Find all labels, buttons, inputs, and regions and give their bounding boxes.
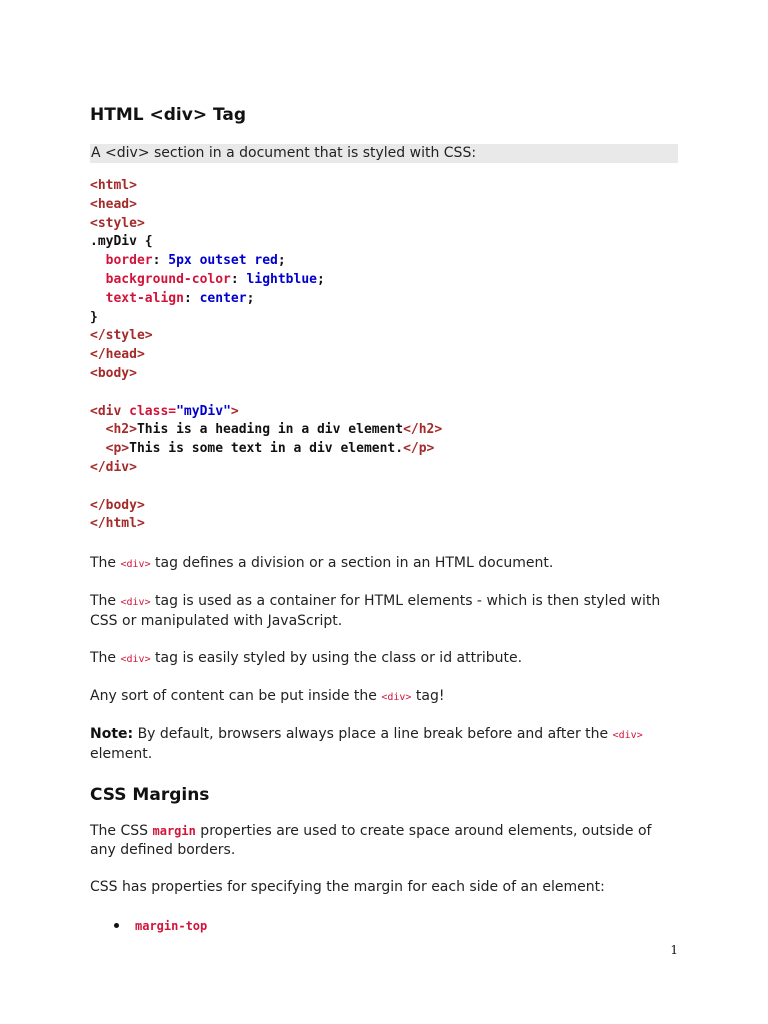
code-line: </head>	[90, 347, 145, 363]
paragraph-margin-intro: The CSS margin properties are used to create space around elements, outside of any defined borders.	[90, 823, 652, 859]
paragraph-div-container: The <div> tag is used as a container for HTML elements - which is then styled with CSS or manipulated with JavaScript.	[90, 593, 661, 630]
code-line: .myDiv {	[90, 234, 153, 250]
example-intro: A <div> section in a document that is styled with CSS:	[90, 144, 678, 163]
code-blank-line	[90, 384, 680, 403]
paragraph-div-styling: The <div> tag is easily styled by using the class or id attribute.	[90, 650, 523, 667]
code-line: <h2>This is a heading in a div element</h2>	[105, 422, 443, 438]
code-line: border: 5px outset red;	[105, 253, 286, 269]
code-line: <html>	[90, 178, 137, 193]
code-blank-line	[90, 478, 680, 497]
code-example	[90, 177, 680, 534]
paragraph-div-definition: The <div> tag defines a division or a section in an HTML document.	[90, 555, 554, 572]
note-paragraph: Note: By default, browsers always place a line break before and after the <div> element.	[90, 726, 643, 763]
paragraph-div-content: Any sort of content can be put inside the <div> tag!	[90, 688, 445, 705]
code-line: background-color: lightblue;	[105, 271, 325, 287]
page-number: 1	[670, 943, 678, 957]
note-label: Note:	[90, 726, 134, 743]
section-heading-div-tag: HTML <div> Tag	[90, 105, 247, 125]
code-line: <style>	[90, 215, 145, 231]
code-line: </body>	[90, 497, 145, 513]
description-block	[90, 554, 680, 764]
section-heading-css-margins: CSS Margins	[90, 785, 210, 806]
code-line: <body>	[90, 365, 137, 381]
bullet-icon	[114, 923, 119, 928]
code-line: <head>	[90, 196, 137, 212]
code-line: }	[90, 309, 98, 325]
code-line: <p>This is some text in a div element.</p>	[105, 441, 435, 457]
code-line: <div class="myDiv">	[90, 403, 239, 419]
list-item: margin-top	[90, 915, 680, 936]
code-line: </html>	[90, 516, 145, 532]
code-line: </div>	[90, 459, 137, 475]
code-line: </style>	[90, 328, 153, 344]
margin-properties-list	[90, 915, 680, 936]
code-line: text-align: center;	[105, 290, 255, 306]
margins-block	[90, 822, 680, 897]
page-content	[90, 102, 680, 936]
paragraph-margin-sides: CSS has properties for specifying the margin for each side of an element:	[90, 879, 605, 896]
